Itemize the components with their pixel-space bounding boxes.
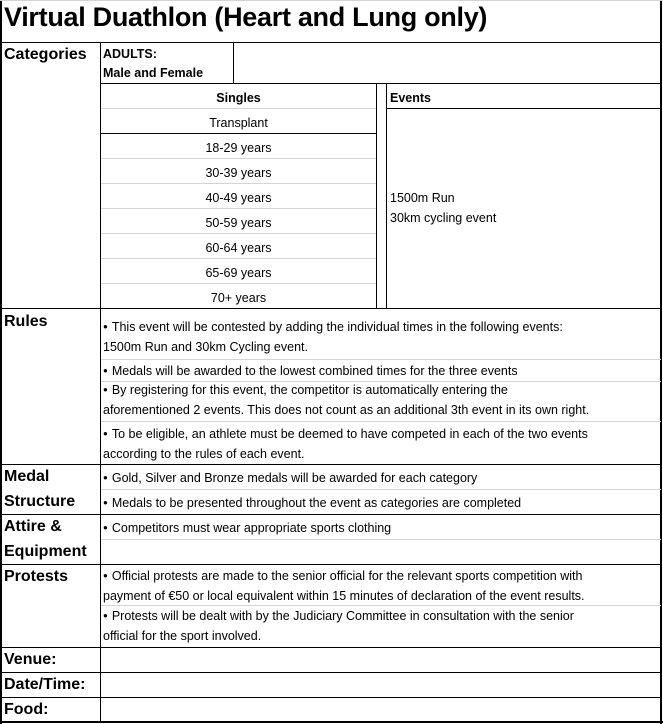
protests-bottom	[0, 647, 662, 648]
food-value[interactable]	[103, 701, 658, 719]
rule-item-cont: 1500m Run and 30km Cycling event.	[103, 340, 308, 354]
age-group-item: 30-39 years	[205, 166, 272, 180]
categories-bottom	[0, 308, 662, 309]
medal-structure-label: Medal	[4, 468, 50, 485]
rule-item-cont: aforementioned 2 events. This does not count as an additional 3th event in its own right.	[103, 403, 590, 417]
rule-item: ● Medals will be awarded to the lowest combined times for the three events	[103, 364, 518, 378]
age-group-item: 65-69 years	[205, 266, 272, 280]
age-group-item: 70+ years	[210, 291, 267, 305]
adults-box-right	[233, 42, 234, 83]
protests-label: Protests	[4, 568, 69, 585]
datetime-value[interactable]	[103, 676, 658, 696]
frame-top	[0, 0, 663, 1]
medal-structure-label-2: Structure	[4, 493, 76, 510]
medal-bottom	[0, 514, 662, 515]
medal-item: ● Gold, Silver and Bronze medals will be awarded for each category	[103, 471, 477, 485]
adults-box-bottom	[100, 83, 662, 84]
event-item: 1500m Run	[390, 191, 455, 205]
categories-label: Categories	[4, 46, 87, 63]
rule-item: ● This event will be contested by adding the individual times in the following events:	[103, 320, 563, 334]
rule-item: ● By registering for this event, the competitor is automatically entering the	[103, 383, 508, 397]
rules-bottom	[0, 464, 662, 465]
age-group-item: 18-29 years	[205, 141, 272, 155]
adults-heading: ADULTS:	[103, 47, 157, 61]
protest-item: ● Official protests are made to the senior official for the relevant sports competition with	[103, 569, 582, 583]
protest-item: ● Protests will be dealt with by the Judiciary Committee in consultation with the senior	[103, 609, 574, 623]
transplant-underline	[100, 133, 376, 134]
attire-label-2: Equipment	[4, 543, 87, 560]
attire-item: ● Competitors must wear appropriate sports clothing	[103, 521, 391, 535]
datetime-label: Date/Time:	[4, 676, 86, 693]
protest-item-cont: payment of €50 or local equivalent within 15 minutes of declaration of the event results.	[103, 589, 585, 603]
attire-label: Attire &	[4, 518, 62, 535]
singles-header: Singles	[216, 91, 261, 105]
venue-value[interactable]	[103, 651, 658, 671]
event-item: 30km cycling event	[390, 211, 497, 225]
datetime-bottom	[0, 697, 662, 698]
transplant-label: Transplant	[209, 116, 268, 130]
age-group-item: 60-64 years	[205, 241, 272, 255]
singles-events-divider-b	[386, 83, 387, 308]
protest-item-cont: official for the sport involved.	[103, 629, 262, 643]
page-title: Virtual Duathlon (Heart and Lung only)	[4, 2, 488, 32]
events-header: Events	[390, 91, 431, 105]
singles-events-divider-a	[376, 83, 377, 308]
venue-bottom	[0, 672, 662, 673]
adults-subheading: Male and Female	[103, 66, 204, 80]
rules-label: Rules	[4, 313, 48, 330]
attire-bottom	[0, 564, 662, 565]
age-group-item: 50-59 years	[205, 216, 272, 230]
frame-left	[0, 0, 2, 724]
age-group-item: 40-49 years	[205, 191, 272, 205]
rule-item: ● To be eligible, an athlete must be deemed to have competed in each of the two events	[103, 427, 588, 441]
events-header-underline	[386, 108, 662, 109]
rule-item-cont: according to the rules of each event.	[103, 447, 305, 461]
food-label: Food:	[4, 701, 49, 718]
medal-item: ● Medals to be presented throughout the event as categories are completed	[103, 496, 521, 510]
venue-label: Venue:	[4, 651, 57, 668]
